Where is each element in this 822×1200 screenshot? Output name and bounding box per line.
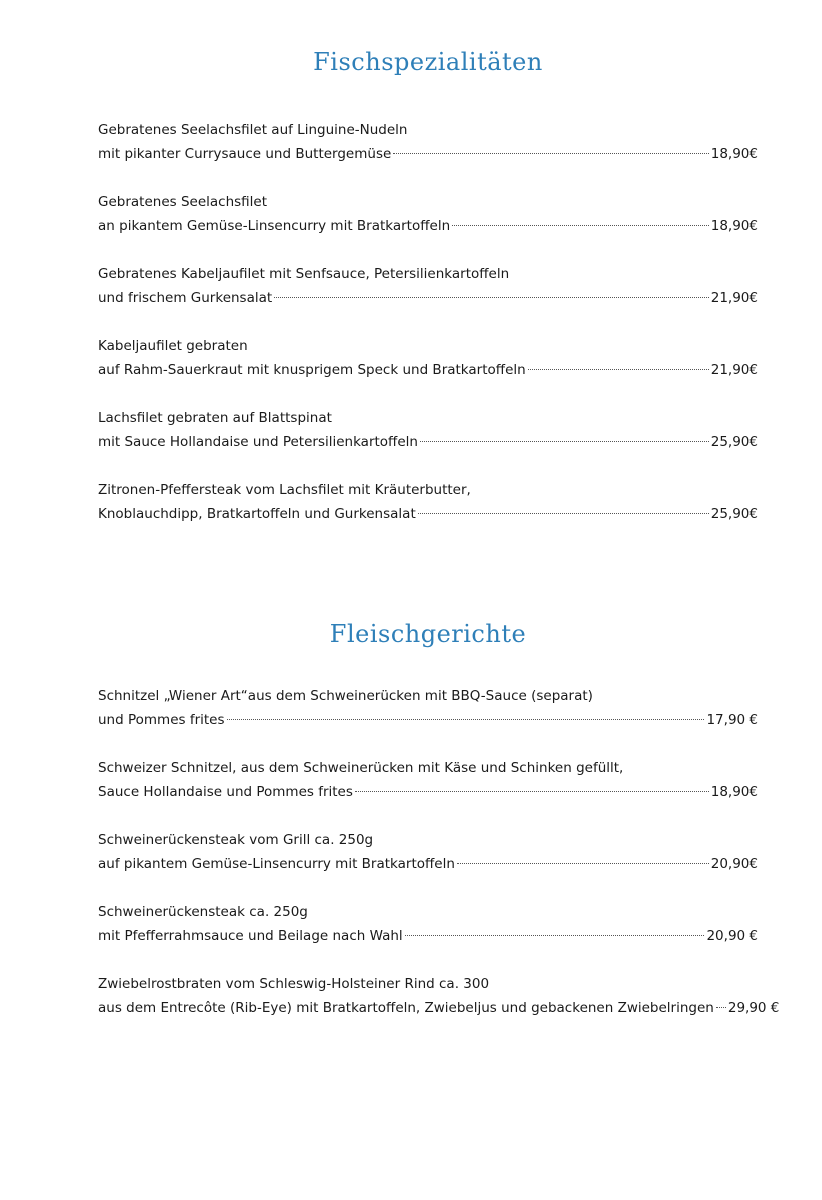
menu-item bbox=[98, 756, 758, 804]
item-price: 25,90€ bbox=[710, 434, 758, 450]
menu-item bbox=[98, 684, 758, 732]
dot-leader bbox=[418, 513, 709, 514]
menu-item bbox=[98, 334, 758, 382]
item-name: Schnitzel „Wiener Art“aus dem Schweinerücken mit BBQ-Sauce (separat) bbox=[98, 688, 593, 704]
menu-item bbox=[98, 190, 758, 238]
item-price: 20,90 € bbox=[706, 928, 758, 944]
item-price: 25,90€ bbox=[710, 506, 758, 522]
section-fischspezialitaeten bbox=[98, 42, 758, 550]
item-name: Schweinerückensteak vom Grill ca. 250g bbox=[98, 832, 374, 848]
item-description: an pikantem Gemüse-Linsencurry mit Bratkartoffeln bbox=[98, 218, 451, 234]
dot-leader bbox=[355, 791, 709, 792]
dot-leader bbox=[393, 153, 708, 154]
item-price: 21,90€ bbox=[710, 362, 758, 378]
item-name: Schweinerückensteak ca. 250g bbox=[98, 904, 308, 920]
item-name: Zitronen-Pfeffersteak vom Lachsfilet mit Kräuterbutter, bbox=[98, 482, 471, 498]
menu-items bbox=[98, 684, 780, 1020]
menu-item bbox=[98, 406, 758, 454]
item-name: Schweizer Schnitzel, aus dem Schweinerücken mit Käse und Schinken gefüllt, bbox=[98, 760, 624, 776]
item-description: Knoblauchdipp, Bratkartoffeln und Gurkensalat bbox=[98, 506, 416, 522]
item-description: mit Pfefferrahmsauce und Beilage nach Wahl bbox=[98, 928, 403, 944]
menu-items bbox=[98, 118, 758, 526]
menu-item bbox=[98, 828, 758, 876]
item-description: und Pommes frites bbox=[98, 712, 225, 728]
item-description: auf pikantem Gemüse-Linsencurry mit Bratkartoffeln bbox=[98, 856, 455, 872]
dot-leader bbox=[227, 719, 705, 720]
item-description: mit Sauce Hollandaise und Petersilienkartoffeln bbox=[98, 434, 418, 450]
dot-leader bbox=[405, 935, 705, 936]
menu-item bbox=[98, 972, 780, 1020]
menu-item bbox=[98, 262, 758, 310]
item-price: 29,90 € bbox=[727, 1000, 780, 1016]
dot-leader bbox=[452, 225, 709, 226]
item-price: 21,90€ bbox=[710, 290, 758, 306]
item-name: Lachsfilet gebraten auf Blattspinat bbox=[98, 410, 332, 426]
item-description: mit pikanter Currysauce und Buttergemüse bbox=[98, 146, 392, 162]
item-description: aus dem Entrecôte (Rib-Eye) mit Bratkartoffeln, Zwiebeljus und gebackenen Zwiebelringen bbox=[98, 1000, 714, 1016]
section-fleischgerichte bbox=[98, 614, 780, 1044]
dot-leader bbox=[274, 297, 709, 298]
section-title: Fleischgerichte bbox=[329, 620, 527, 648]
dot-leader bbox=[528, 369, 709, 370]
item-price: 18,90€ bbox=[710, 146, 758, 162]
menu-item bbox=[98, 118, 758, 166]
item-name: Gebratenes Kabeljaufilet mit Senfsauce, Petersilienkartoffeln bbox=[98, 266, 510, 282]
item-price: 18,90€ bbox=[710, 218, 758, 234]
item-description: Sauce Hollandaise und Pommes frites bbox=[98, 784, 353, 800]
item-name: Zwiebelrostbraten vom Schleswig-Holsteiner Rind ca. 300 bbox=[98, 976, 490, 992]
dot-leader bbox=[457, 863, 709, 864]
item-price: 18,90€ bbox=[710, 784, 758, 800]
dot-leader bbox=[420, 441, 709, 442]
menu-item bbox=[98, 478, 758, 526]
item-description: und frischem Gurkensalat bbox=[98, 290, 273, 306]
item-name: Kabeljaufilet gebraten bbox=[98, 338, 248, 354]
section-title: Fischspezialitäten bbox=[313, 48, 543, 76]
item-price: 17,90 € bbox=[706, 712, 758, 728]
item-name: Gebratenes Seelachsfilet auf Linguine-Nudeln bbox=[98, 122, 408, 138]
menu-item bbox=[98, 900, 758, 948]
item-description: auf Rahm-Sauerkraut mit knusprigem Speck und Bratkartoffeln bbox=[98, 362, 526, 378]
dot-leader bbox=[716, 1007, 726, 1008]
item-price: 20,90€ bbox=[710, 856, 758, 872]
item-name: Gebratenes Seelachsfilet bbox=[98, 194, 268, 210]
